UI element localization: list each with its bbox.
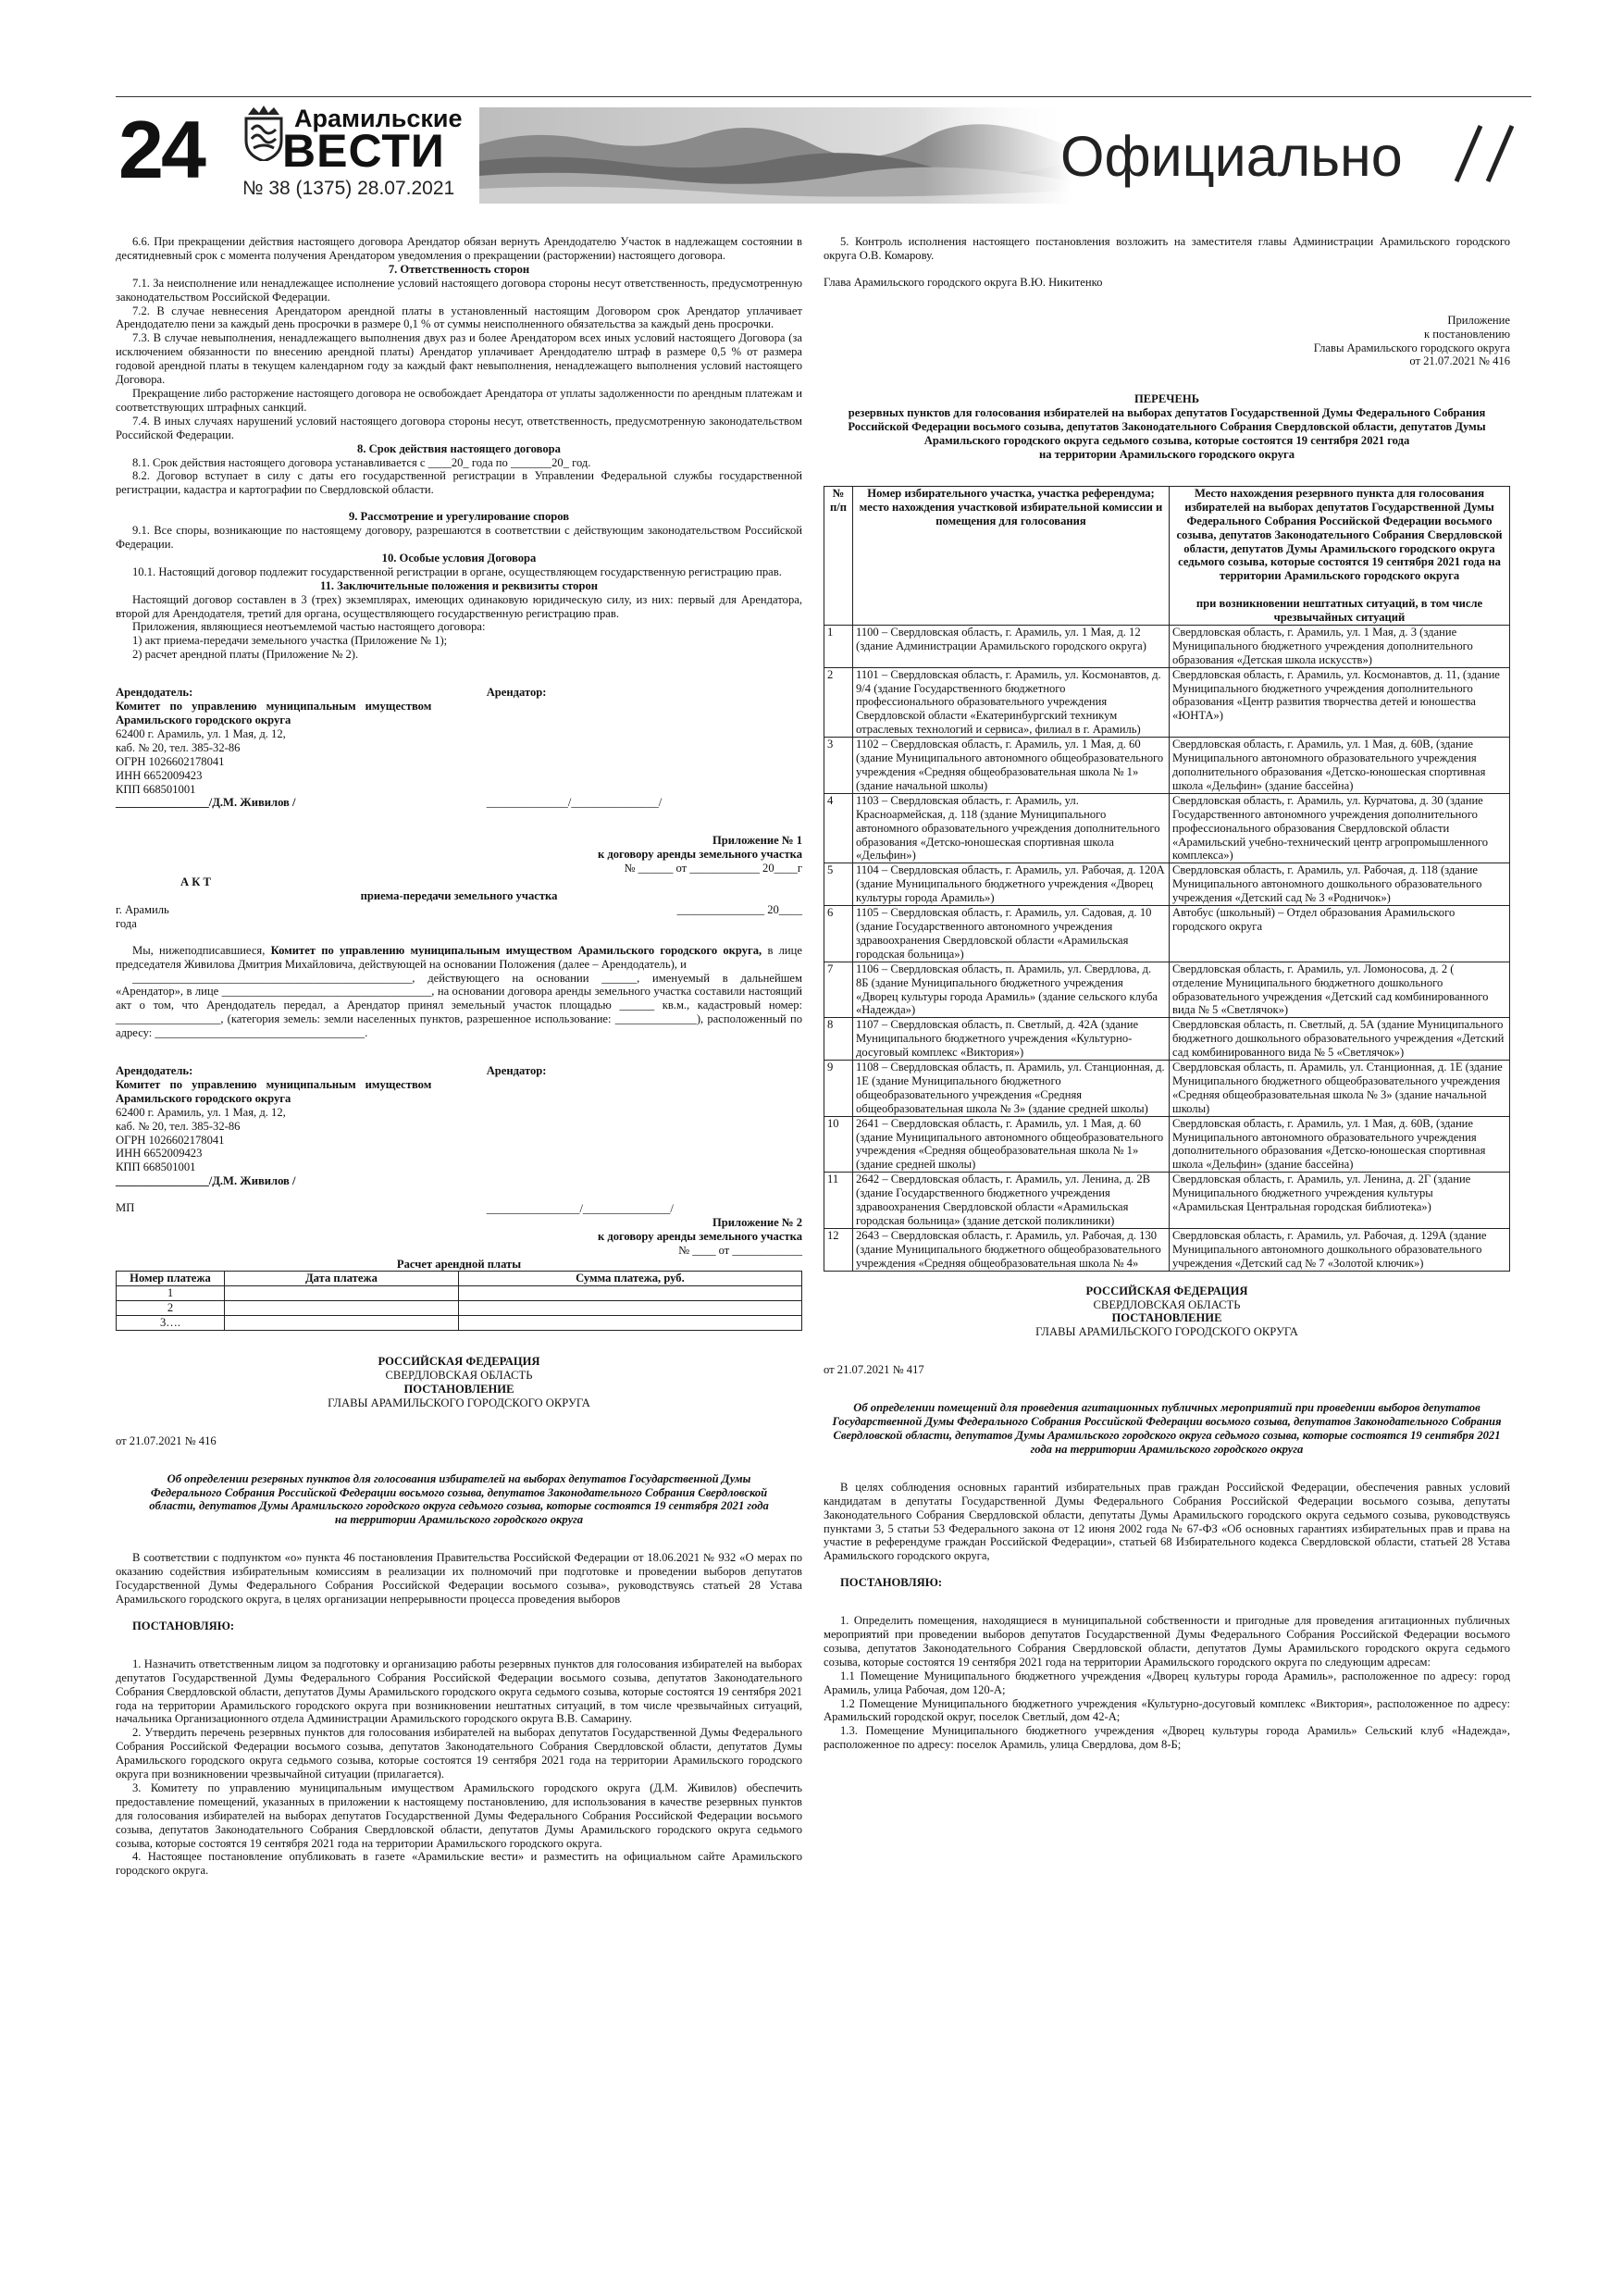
table-cell: 1	[117, 1286, 225, 1301]
paragraph: 1) акт приема-передачи земельного участка (Приложение № 1);	[132, 634, 448, 648]
paragraph: 10.1. Настоящий договор подлежит государственной регистрации в органе, осуществляющем государственную регистрацию прав.	[132, 565, 782, 578]
row-number: 7	[824, 962, 853, 1018]
table-header: Дата платежа	[225, 1272, 459, 1286]
section-heading: 10. Особые условия Договора	[381, 551, 537, 565]
table-row	[117, 1316, 802, 1331]
country-heading: РОССИЙСКАЯ ФЕДЕРАЦИЯ	[378, 1355, 540, 1369]
party-title: Арендатор:	[486, 686, 547, 700]
issue-number: № 38 (1375) 28.07.2021	[242, 178, 455, 199]
row-number: 10	[824, 1116, 853, 1173]
appendix-subtitle: к договору аренды земельного участка	[597, 848, 802, 862]
party-kpp: КПП 668501001	[116, 1160, 196, 1174]
paragraph: 7.1. За неисполнение или ненадлежащее исполнение условий настоящего договора стороны несут ответственность, предусмотренную законодательством Российской Федерации.	[116, 276, 802, 304]
paragraph: 7.3. В случае невыполнения, ненадлежащего выполнения двух раз и более Арендатором всех иных условий настоящего Договора (за исключением обязанности по внесению арендной платы) Арендатор уплачивает Арендодателю штраф в размере 0,5 % от размера годовой арендной платы в текущем календарном году за каждый факт невыполнения, ненадлежащего выполнения условий настоящего Договора.	[116, 331, 802, 387]
table-row	[824, 1018, 1510, 1061]
paragraph: 5. Контроль исполнения настоящего постановления возложить на заместителя главы Администрации Арамильского городского округа О.В. Комарову.	[824, 235, 1510, 262]
act-date: _______________ 20____	[676, 902, 802, 916]
paragraph: 1.2 Помещение Муниципального бюджетного учреждения «Культурно-досуговый комплекс «Виктория», расположенное по адресу: Арамильский городской округ, поселок Светлый, дом 42-А;	[824, 1696, 1510, 1724]
authority-heading: ГЛАВЫ АРАМИЛЬСКОГО ГОРОДСКОГО ОКРУГА	[328, 1396, 590, 1409]
polling-station-cell: 1105 – Свердловская область, г. Арамиль, ул. Садовая, д. 10 (здание Государственного автономного учреждения здравоохранения Свердловской области «Арамильская городская больница»)	[853, 906, 1170, 962]
stamp-mark: МП	[116, 1201, 135, 1215]
list-subtitle-2: на территории Арамильского городского округа	[1038, 447, 1295, 461]
act-year: года	[116, 916, 137, 930]
rent-title: Расчет арендной платы	[396, 1257, 522, 1271]
table-header: Номер избирательного участка, участка референдума; место нахождения участковой избирательной комиссии и помещения для голосования	[853, 486, 1170, 625]
row-number: 4	[824, 793, 853, 863]
appendix-number: № ____ от ____________	[678, 1243, 802, 1257]
reserve-point-cell: Свердловская область, г. Арамиль, ул. 1 Мая, д. 60В, (здание Муниципального автономного образовательного учреждения дополнительного образования «Детско-юношеская спортивная школа «Дельфин» (здание бассейна)	[1170, 1116, 1510, 1173]
paragraph: 9.1. Все споры, возникающие по настоящему договору, разрешаются в соответствии с действующим законодательством Российской Федерации.	[116, 524, 802, 552]
polling-station-cell: 1100 – Свердловская область, г. Арамиль, ул. 1 Мая, д. 12 (здание Администрации Арамильского городского округа)	[853, 625, 1170, 667]
paragraph: 1.3. Помещение Муниципального бюджетного учреждения «Дворец культуры города Арамиль» Сельский клуб «Надежда», расположенное по адресу: поселок Арамиль, улица Свердлова, дом 8-Б;	[824, 1724, 1510, 1752]
act-place: г. Арамиль	[116, 902, 169, 916]
decree-date: от 21.07.2021 № 416	[116, 1433, 217, 1447]
table-header: № п/п	[824, 486, 853, 625]
party-inn: ИНН 6652009423	[116, 768, 203, 782]
polling-station-cell: 2643 – Свердловская область, г. Арамиль, ул. Рабочая, д. 130 (здание Муниципального бюджетного общеобразовательного учреждения «Средняя общеобразовательная школа № 4»	[853, 1228, 1170, 1271]
list-subtitle: резервных пунктов для голосования избирателей на выборах депутатов Государственной Думы Федерального Собрания Российской Федерации восьмого созыва, депутатов Законодательного Собрания Свердловской области, депутатов Думы Арамильского городского округа седьмого созыва, которые состоятся 19 сентября 2021 года	[848, 406, 1486, 448]
section-heading: 7. Ответственность сторон	[388, 262, 530, 276]
brand-main: ВЕСТИ	[282, 125, 445, 177]
country-heading: РОССИЙСКАЯ ФЕДЕРАЦИЯ	[1085, 1284, 1248, 1297]
appendix-line: Приложение	[1447, 313, 1510, 327]
paragraph: 8.1. Срок действия настоящего договора устанавливается с ____20_ года по _______20_ год.	[132, 455, 591, 469]
polling-station-cell: 1104 – Свердловская область, г. Арамиль, ул. Рабочая, д. 120А (здание Муниципального бюджетного учреждения «Дворец культуры города Арамиль»)	[853, 863, 1170, 906]
appendix-number: № ______ от ____________ 20____г	[624, 862, 802, 875]
signature: Глава Арамильского городского округа В.Ю. Никитенко	[824, 275, 1103, 289]
act-place-date	[116, 903, 802, 917]
signature-line: ______________/_______________/	[486, 796, 663, 810]
paragraph: 4. Настоящее постановление опубликовать в газете «Арамильские вести» и разместить на официальном сайте Арамильского городского округа.	[116, 1850, 802, 1878]
paragraph: 1. Назначить ответственным лицом за подготовку и организацию работы резервных пунктов для голосования избирателей на выборах депутатов Государственной Думы Федерального Собрания Российской Федерации восьмого созыва, депутатов Законодательного Собрания Свердловской области, депутатов Думы Арамильского городского округа седьмого созыва, которые состоятся 19 сентября 2021 года на территории Арамильского городского округа при возникновении нештатных ситуаций, в том числе чрезвычайных ситуаций, начальника Организационного отдела Администрации Арамильского городского округа В.В. Самарину.	[116, 1657, 802, 1726]
header-rule	[116, 96, 1531, 97]
table-row	[824, 1061, 1510, 1117]
paragraph: 1.1 Помещение Муниципального бюджетного учреждения «Дворец культуры города Арамиль», расположенное по адресу: город Арамиль, улица Рабочая, дом 120-А;	[824, 1669, 1510, 1696]
party-office: каб. № 20, тел. 385-32-86	[116, 740, 241, 754]
table-header: Номер платежа	[117, 1272, 225, 1286]
party-inn: ИНН 6652009423	[116, 1147, 203, 1160]
signature-line: ________________/Д.М. Живилов /	[116, 1174, 296, 1188]
party-title: Арендодатель:	[116, 686, 193, 700]
signature-line: ________________/Д.М. Живилов /	[116, 796, 296, 810]
party-ogrn: ОГРН 1026602178041	[116, 1133, 225, 1147]
table-row	[117, 1301, 802, 1316]
table-header-main: Место нахождения резервного пункта для голосования избирателей на выборах депутатов Государственной Думы Федерального Собрания Российской Федерации восьмого созыва, депутатов Законодательного Собрания Свердловской области, депутатов Думы Арамильского городского округа седьмого созыва, которые состоятся 19 сентября 2021 года на территории Арамильского городского округа	[1176, 486, 1503, 583]
party-address: 62400 г. Арамиль, ул. 1 Мая, д. 12,	[116, 1105, 286, 1119]
table-row	[824, 667, 1510, 738]
table-row	[824, 1173, 1510, 1229]
paragraph: Приложения, являющиеся неотъемлемой частью настоящего договора:	[132, 620, 486, 634]
reserve-point-cell: Автобус (школьный) – Отдел образования Арамильского городского округа	[1170, 906, 1510, 962]
act-title: А К Т	[180, 875, 211, 889]
table-row	[824, 793, 1510, 863]
decree-heading: ПОСТАНОВЛЕНИЕ	[403, 1382, 514, 1396]
reserve-points-table	[824, 486, 1510, 1272]
table-row	[824, 1228, 1510, 1271]
section-heading: 9. Рассмотрение и урегулирование споров	[348, 510, 570, 524]
appendix-subtitle: к договору аренды земельного участка	[597, 1229, 802, 1243]
section-title: Официально	[1060, 125, 1403, 188]
row-number: 8	[824, 1018, 853, 1061]
rent-table	[116, 1271, 802, 1331]
decree-title: Об определении резервных пунктов для голосования избирателей на выборах депутатов Государственной Думы Федерального Собрания Российской Федерации восьмого созыва, депутатов Законодательного Собрания Свердловской области, депутатов Думы Арамильского городского округа седьмого созыва, которые состоятся 19 сентября 2021 года на территории Арамильского городского округа	[149, 1471, 769, 1527]
table-row	[824, 863, 1510, 906]
paragraph: 3. Комитету по управлению муниципальным имуществом Арамильского городского округа (Д.М. Живилов) обеспечить предоставление помещений, указанных в приложении к настоящему постановлению, для использования в качестве резервных пунктов для голосования избирателей на выборах депутатов Государственной Думы Федерального Собрания Российской Федерации восьмого созыва, депутатов Законодательного Собрания Свердловской области, депутатов Думы Арамильского городского округа седьмого созыва, которые состоятся 19 сентября 2021 года на территории Арамильского городского округа.	[116, 1781, 802, 1850]
brand-top: Арамильские	[294, 105, 463, 132]
decree-date: от 21.07.2021 № 417	[824, 1363, 924, 1377]
table-row	[117, 1286, 802, 1301]
left-column	[116, 235, 802, 1878]
paragraph: В соответствии с подпунктом «о» пункта 46 постановления Правительства Российской Федерации от 18.06.2021 № 932 «О мерах по оказанию содействия избирательным комиссиям в реализации их полномочий при подготовке и проведении выборов депутатов Государственной Думы Федерального Собрания Российской Федерации восьмого созыва», руководствуясь статьей 28 Устава Арамильского городского округа, в целях организации непрерывности процесса проведения выборов	[116, 1551, 802, 1606]
coat-of-arms-icon	[242, 105, 285, 161]
reserve-point-cell: Свердловская область, г. Арамиль, ул. Ленина, д. 2Г (здание Муниципального бюджетного учреждения культуры «Арамильская Центральная городская библиотека»)	[1170, 1173, 1510, 1229]
signature-block	[116, 1064, 802, 1216]
table-header-sub: при возникновении нештатных ситуаций, в том числе чрезвычайных ситуаций	[1196, 597, 1483, 625]
row-number: 11	[824, 1173, 853, 1229]
list-title: ПЕРЕЧЕНЬ	[1134, 392, 1200, 406]
act-intro-tail: в лице председателя Живилова Дмитрия Михайловича, действующей на основании Положения (далее – Арендодатель), и	[116, 943, 803, 971]
reserve-point-cell: Свердловская область, п. Арамиль, ул. Станционная, д. 1Е (здание Муниципального бюджетного общеобразовательного учреждения «Средняя общеобразовательная школа № 3» (здание начальной школы)	[1170, 1061, 1510, 1117]
act-subtitle: приема-передачи земельного участка	[360, 888, 558, 902]
table-row	[824, 906, 1510, 962]
reserve-point-cell: Свердловская область, г. Арамиль, ул. Курчатова, д. 30 (здание Государственного автономного учреждения дополнительного профессионального образования Свердловской области «Арамильский учебно-технический центр агропромышленного комплекса»)	[1170, 793, 1510, 863]
landscape-banner	[479, 107, 1072, 204]
row-number: 6	[824, 906, 853, 962]
signature-line: ________________/_______________/	[486, 1201, 674, 1215]
party-title: Арендатор:	[486, 1064, 547, 1078]
polling-station-cell: 1108 – Свердловская область, п. Арамиль, ул. Станционная, д. 1Е (здание Муниципального бюджетного общеобразовательного учреждения «Средняя общеобразовательная школа № 3» (здание средней школы)	[853, 1061, 1170, 1117]
paragraph: Настоящий договор составлен в 3 (трех) экземплярах, имеющих одинаковую юридическую силу, из них: первый для Арендатора, второй для Арендодателя, третий для органа, осуществляющего государственную регистрацию прав.	[116, 592, 802, 620]
region-heading: СВЕРДЛОВСКАЯ ОБЛАСТЬ	[385, 1369, 533, 1382]
row-number: 9	[824, 1061, 853, 1117]
party-kpp: КПП 668501001	[116, 782, 196, 796]
paragraph: 2) расчет арендной платы (Приложение № 2).	[132, 648, 359, 662]
reserve-point-cell: Свердловская область, г. Арамиль, ул. Ломоносова, д. 2 ( отделение Муниципального бюджетного дошкольного образовательного учреждения «Детский сад комбинированного вида № 5 «Светлячок»)	[1170, 962, 1510, 1018]
polling-station-cell: 1106 – Свердловская область, п. Арамиль, ул. Свердлова, д. 8Б (здание Муниципального бюджетного учреждения «Дворец культуры города Арамиль» (здание сельского клуба «Надежда»)	[853, 962, 1170, 1018]
paragraph: В целях соблюдения основных гарантий избирательных прав граждан Российской Федерации, обеспечения равных условий кандидатам в депутаты Государственной Думы Федерального Собрания Российской Федерации восьмого созыва, депутаты Законодательного Собрания Свердловской области, депутаты Думы Арамильского городского округа седьмого созыва, руководствуясь пунктами 3, 5 статьи 53 Федерального закона от 12 июня 2002 года № 67-ФЗ «Об основных гарантиях избирательных прав и права на участие в референдуме граждан Российской Федерации», статьей 68 Избирательного кодекса Свердловской области, статьей 28 Устава Арамильского городского округа,	[824, 1480, 1510, 1563]
table-cell: 3….	[117, 1316, 225, 1331]
paragraph: 6.6. При прекращении действия настоящего договора Арендатор обязан вернуть Арендодателю Участок в надлежащем состоянии в десятидневный срок с момента получения Арендатором уведомления о прекращении (расторжении) настоящего договора.	[116, 235, 802, 262]
appendix-title: Приложение № 1	[712, 834, 802, 848]
table-row	[824, 625, 1510, 667]
polling-station-cell: 1101 – Свердловская область, г. Арамиль, ул. Космонавтов, д. 9/4 (здание Государственного бюджетного профессионального образовательного учреждения Свердловской области «Екатеринбургский техникум отраслевых технологий и сервиса», филиал в г. Арамиль)	[853, 667, 1170, 738]
section-heading: 11. Заключительные положения и реквизиты сторон	[319, 578, 599, 592]
table-header: Сумма платежа, руб.	[458, 1272, 801, 1286]
row-number: 1	[824, 625, 853, 667]
polling-station-cell: 2642 – Свердловская область, г. Арамиль, ул. Ленина, д. 2В (здание Государственного бюджетного учреждения здравоохранения Свердловской области «Арамильская городская больница» (здание детской поликлиники)	[853, 1173, 1170, 1229]
row-number: 12	[824, 1228, 853, 1271]
table-row	[824, 962, 1510, 1018]
resolve-heading: ПОСТАНОВЛЯЮ:	[132, 1619, 235, 1632]
reserve-point-cell: Свердловская область, г. Арамиль, ул. Рабочая, д. 129А (здание Муниципального автономного дошкольного образовательного учреждения «Детский сад № 7 «Золотой ключик»)	[1170, 1228, 1510, 1271]
decree-heading: ПОСТАНОВЛЕНИЕ	[1111, 1311, 1222, 1325]
row-number: 5	[824, 863, 853, 906]
row-number: 2	[824, 667, 853, 738]
decree-title: Об определении помещений для проведения агитационных публичных мероприятий при проведении выборов депутатов Государственной Думы Федерального Собрания Российской Федерации восьмого созыва, депутатов Законодательного Собрания Свердловской области, депутатов Думы Арамильского городского округа седьмого созыва, которые состоятся 19 сентября 2021 года на территории Арамильского городского округа	[832, 1401, 1502, 1456]
region-heading: СВЕРДЛОВСКАЯ ОБЛАСТЬ	[1093, 1297, 1241, 1311]
reserve-point-cell: Свердловская область, г. Арамиль, ул. Рабочая, д. 118 (здание Муниципального автономного дошкольного образовательного учреждения «Детский сад № 3 «Родничок»)	[1170, 863, 1510, 906]
table-header	[1170, 486, 1510, 625]
polling-station-cell: 1103 – Свердловская область, г. Арамиль, ул. Красноармейская, д. 118 (здание Муниципального автономного образовательного учреждения дополнительного образования «Детско-юношеская спортивная школа «Дельфин»)	[853, 793, 1170, 863]
party-office: каб. № 20, тел. 385-32-86	[116, 1119, 241, 1133]
page-number: 24	[118, 104, 204, 195]
reserve-point-cell: Свердловская область, п. Светлый, д. 5А (здание Муниципального бюджетного дошкольного образовательного учреждения «Детский сад комбинированного вида № 5 «Светлячок»)	[1170, 1018, 1510, 1061]
table-row	[824, 1116, 1510, 1173]
act-party: Комитет по управлению муниципальным имуществом Арамильского городского округа,	[270, 943, 762, 957]
paragraph	[116, 944, 802, 972]
reserve-point-cell: Свердловская область, г. Арамиль, ул. 1 Мая, д. 3 (здание Муниципального бюджетного учреждения дополнительного образования «Детская школа искусств»)	[1170, 625, 1510, 667]
paragraph: 7.2. В случае невнесения Арендатором арендной платы в установленный настоящим Договором срок Арендатор уплачивает Арендодателю пени за каждый день просрочки в размере 0,1 % от суммы неисполненного обязательства за каждый день просрочки.	[116, 304, 802, 331]
polling-station-cell: 1102 – Свердловская область, г. Арамиль, ул. 1 Мая, д. 60 (здание Муниципального автономного общеобразовательного учреждения «Средняя общеобразовательная школа № 1» (здание начальной школы)	[853, 738, 1170, 794]
reserve-point-cell: Свердловская область, г. Арамиль, ул. Космонавтов, д. 11, (здание Муниципального бюджетного учреждения дополнительного образования «Центр развития творчества детей и юношества «ЮНТА»)	[1170, 667, 1510, 738]
paragraph: Прекращение либо расторжение настоящего договора не освобождает Арендатора от уплаты задолженности по арендным платежам и соответствующих штрафных санкций.	[116, 386, 802, 414]
authority-heading: ГЛАВЫ АРАМИЛЬСКОГО ГОРОДСКОГО ОКРУГА	[1035, 1325, 1298, 1339]
paragraph: 8.2. Договор вступает в силу с даты его государственной регистрации в Управлении Федеральной службы государственной регистрации, кадастра и картографии по Свердловской области.	[116, 469, 802, 497]
paragraph: 7.4. В иных случаях нарушений условий настоящего договора стороны несут, ответственность, предусмотренную законодательством Российской Федерации.	[116, 414, 802, 441]
table-row	[824, 738, 1510, 794]
appendix-line: Главы Арамильского городского округа	[1313, 341, 1510, 354]
party-ogrn: ОГРН 1026602178041	[116, 754, 225, 768]
polling-station-cell: 1107 – Свердловская область, п. Светлый, д. 42А (здание Муниципального бюджетного учреждения «Культурно-досуговый комплекс «Виктория»)	[853, 1018, 1170, 1061]
party-address: 62400 г. Арамиль, ул. 1 Мая, д. 12,	[116, 726, 286, 740]
paragraph: 2. Утвердить перечень резервных пунктов для голосования избирателей на выборах депутатов Государственной Думы Федерального Собрания Российской Федерации восьмого созыва, депутатов Законодательного Собрания Свердловской области, депутатов Думы Арамильского городского округа седьмого созыва, которые состоятся 19 сентября 2021 года на территории Арамильского городского округа при возникновении чрезвычайной ситуации (прилагается).	[116, 1726, 802, 1781]
reserve-point-cell: Свердловская область, г. Арамиль, ул. 1 Мая, д. 60В, (здание Муниципального автономного образовательного учреждения дополнительного образования «Детско-юношеская спортивная школа «Дельфин» (здание бассейна)	[1170, 738, 1510, 794]
resolve-heading: ПОСТАНОВЛЯЮ:	[840, 1576, 943, 1590]
paragraph: 1. Определить помещения, находящиеся в муниципальной собственности и пригодные для проведения агитационных публичных мероприятий при проведении выборов депутатов Государственной Думы Федерального Собрания Российской Федерации восьмого созыва, депутатов Законодательного Собрания Свердловской области, депутатов Думы Арамильского городского округа седьмого созыва, которые состоятся 19 сентября 2021 года на территории Арамильского городского округа по следующим адресам:	[824, 1614, 1510, 1669]
section-heading: 8. Срок действия настоящего договора	[357, 441, 561, 455]
appendix-title: Приложение № 2	[712, 1215, 802, 1229]
appendix-line: от 21.07.2021 № 416	[1409, 354, 1510, 368]
party-name: Комитет по управлению муниципальным имуществом Арамильского городского округа	[116, 1077, 432, 1105]
appendix-line: к постановлению	[1423, 327, 1510, 341]
table-cell: 2	[117, 1301, 225, 1316]
party-title: Арендодатель:	[116, 1064, 193, 1078]
act-intro: Мы, нижеподписавшиеся,	[132, 943, 266, 957]
signature-block	[116, 686, 802, 810]
polling-station-cell: 2641 – Свердловская область, г. Арамиль, ул. 1 Мая, д. 60 (здание Муниципального автономного общеобразовательного учреждения «Средняя общеобразовательная школа № 1» (здание средней школы)	[853, 1116, 1170, 1173]
right-column	[824, 235, 1510, 1752]
party-name: Комитет по управлению муниципальным имуществом Арамильского городского округа	[116, 700, 432, 726]
paragraph: ________________________________________________, действующего на основании ______, именуемый в дальнейшем «Арендатор», в лице ____________________________________, на основании договора аренды земельного участка составили настоящий акт о том, что Арендодатель передал, а Арендатор принял земельный участок площадью ______ кв.м., кадастровый номер: __________________, (категория земель: земли населенных пунктов, разрешенное использование: ______________), расположенный по адресу: ____________________________________.	[116, 971, 802, 1040]
double-slash-icon	[1453, 124, 1518, 183]
row-number: 3	[824, 738, 853, 794]
